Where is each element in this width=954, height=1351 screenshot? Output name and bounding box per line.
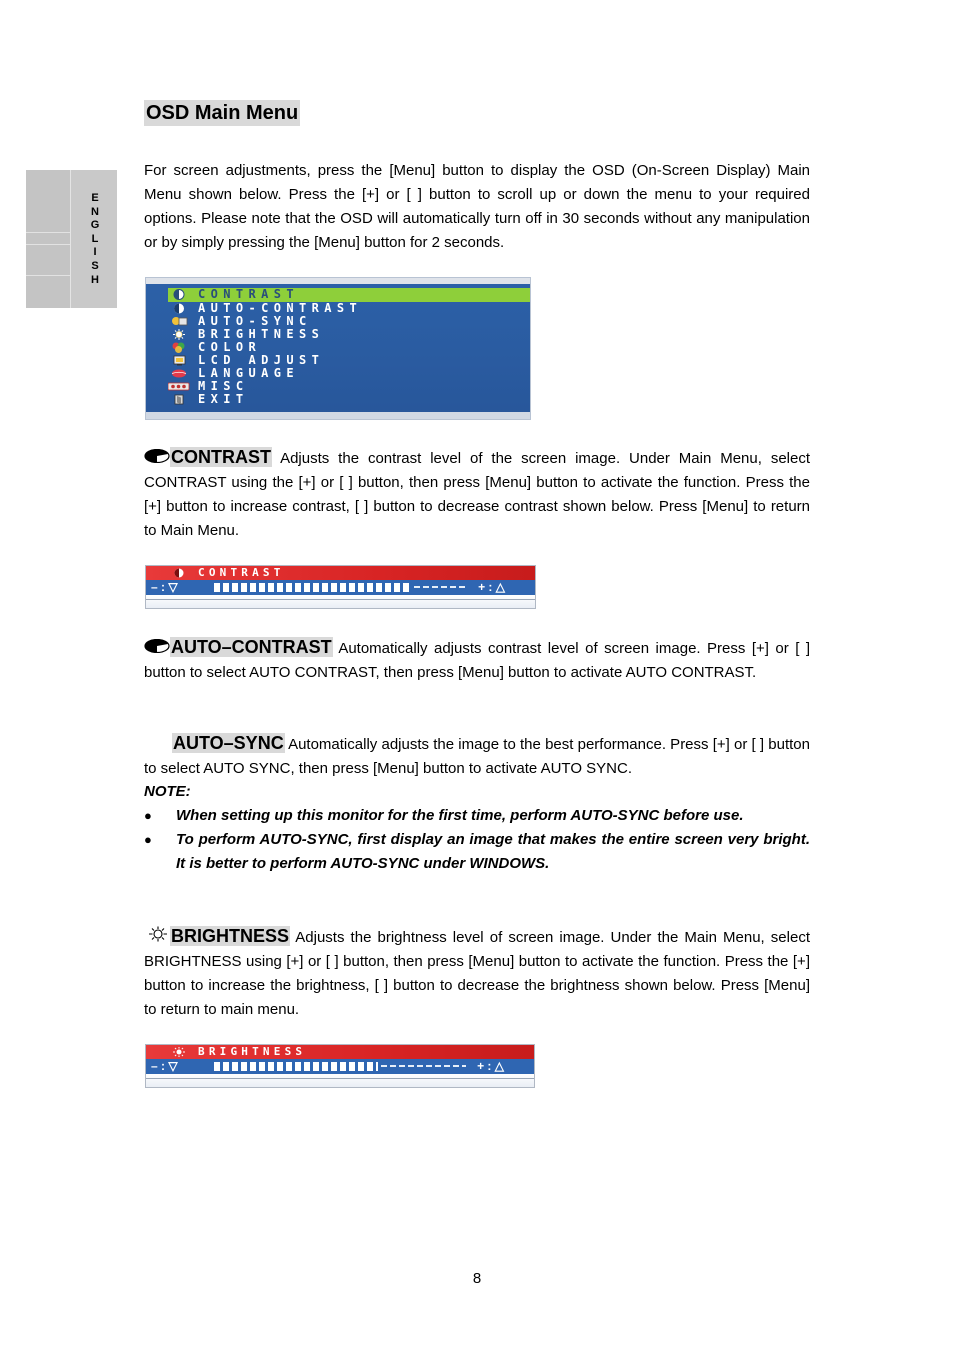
auto-contrast-description: Automatically adjusts contrast level of screen image. Press [+] or [ ] button to select AUTO CONTRAST, then press [Menu] button to activate AUTO CONTRAST. xyxy=(144,640,810,681)
contrast-icon xyxy=(168,289,190,300)
brightness-paragraph xyxy=(144,924,810,1022)
contrast-bar-bottom-strip xyxy=(146,595,535,608)
side-tab-letter: G xyxy=(90,219,100,232)
auto-contrast-paragraph xyxy=(144,635,810,685)
osd-menu-item-label: LCD ADJUST xyxy=(198,353,325,367)
auto-sync-paragraph xyxy=(144,731,810,781)
note-bullet xyxy=(144,828,810,876)
page-number: 8 xyxy=(472,1270,482,1287)
contrast-level-gauge xyxy=(214,583,466,592)
brightness-icon xyxy=(168,329,190,340)
brightness-description: Adjusts the brightness level of screen image. Under the Main Menu, select BRIGHTNESS using [+] or [ ] button, then press [Menu] button to activate the function. Press the [+] button to increase the brightness, [ ] button to decrease the brightness shown below. Press [Menu] to return to main menu. xyxy=(144,929,810,1018)
contrast-icon xyxy=(168,568,190,578)
note-bullet-text: To perform AUTO-SYNC, first display an image that makes the entire screen very bright. It is better to perform AUTO-SYNC under WINDOWS. xyxy=(176,831,810,872)
contrast-icon xyxy=(144,449,170,463)
side-tab-column xyxy=(26,170,71,308)
side-tab-letter: H xyxy=(91,273,99,286)
contrast-bar-title-strip xyxy=(146,566,535,580)
exit-icon xyxy=(168,394,190,405)
brightness-bar-title-strip xyxy=(146,1045,534,1059)
osd-menu-bottom-border xyxy=(146,412,530,419)
brightness-level-fill xyxy=(214,1062,378,1071)
page-title: OSD Main Menu xyxy=(146,102,299,124)
language-side-tab xyxy=(26,170,117,308)
color-icon xyxy=(168,342,190,353)
osd-menu-item-label: BRIGHTNESS xyxy=(198,327,325,341)
brightness-icon xyxy=(168,1047,190,1057)
brightness-level-gauge xyxy=(214,1062,466,1071)
decrease-symbol: – : ▽ xyxy=(151,1059,178,1073)
language-icon xyxy=(168,368,190,379)
contrast-paragraph xyxy=(144,445,810,543)
side-tab-letter: I xyxy=(93,246,97,259)
auto-contrast-icon xyxy=(144,639,170,653)
contrast-level-remaining xyxy=(414,586,466,588)
auto-contrast-heading: AUTO–CONTRAST xyxy=(171,637,332,657)
contrast-heading: CONTRAST xyxy=(171,447,271,467)
increase-symbol: + : △ xyxy=(478,580,505,594)
side-tab-letter: L xyxy=(91,232,99,245)
increase-symbol: + : △ xyxy=(477,1059,504,1073)
brightness-icon xyxy=(144,926,170,942)
side-tab-letter: N xyxy=(91,205,99,218)
misc-icon xyxy=(168,381,190,392)
osd-menu-item-label: CONTRAST xyxy=(198,287,299,301)
osd-menu-item-label: EXIT xyxy=(198,392,249,406)
brightness-level-remaining xyxy=(381,1065,466,1067)
brightness-bar-bottom-strip xyxy=(146,1074,534,1087)
note-bullet xyxy=(144,804,810,828)
auto-contrast-icon xyxy=(168,303,190,314)
side-tab-divider xyxy=(26,232,70,233)
note-label: NOTE: xyxy=(144,783,191,800)
osd-menu-item-label: LANGUAGE xyxy=(198,366,299,380)
osd-menu-top-border xyxy=(146,278,530,284)
brightness-bar-control-row xyxy=(146,1059,534,1074)
contrast-bar-control-row xyxy=(146,580,535,595)
lcd-adjust-icon xyxy=(168,355,190,366)
osd-menu-item-label: AUTO-CONTRAST xyxy=(198,301,363,315)
osd-menu-item-label: AUTO-SYNC xyxy=(198,314,312,328)
bullet-icon: ● xyxy=(144,832,152,847)
auto-sync-heading: AUTO–SYNC xyxy=(173,733,284,753)
side-tab-divider xyxy=(26,244,70,245)
contrast-bar-title: CONTRAST xyxy=(198,566,285,579)
side-tab-letters xyxy=(82,192,108,287)
contrast-description: Adjusts the contrast level of the screen image. Under Main Menu, select CONTRAST using the [+] or [ ] button, then press [Menu] button to activate the function. Press the [+] button to increase contrast, [ ] button to decrease contrast shown below. Press [Menu] to return to Main Menu. xyxy=(144,450,810,539)
brightness-bar-title: BRIGHTNESS xyxy=(198,1045,307,1058)
side-tab-letter: E xyxy=(91,192,99,204)
brightness-heading: BRIGHTNESS xyxy=(171,926,290,946)
osd-menu-item-label: MISC xyxy=(198,379,249,393)
osd-main-menu-image xyxy=(145,277,531,420)
note-bullet-text: When setting up this monitor for the first time, perform AUTO-SYNC before use. xyxy=(176,807,744,824)
decrease-symbol: – : ▽ xyxy=(151,580,178,594)
intro-paragraph: For screen adjustments, press the [Menu] button to display the OSD (On-Screen Display) Main Menu shown below. Press the [+] or [ ] button to scroll up or down the menu to your required options. Please note that the OSD will automatically turn off in 30 seconds without any manipulation or by simply pressing the [Menu] button for 2 seconds. xyxy=(144,162,810,251)
side-tab-divider xyxy=(26,275,70,276)
contrast-level-fill xyxy=(214,583,411,592)
bullet-icon: ● xyxy=(144,808,152,823)
osd-menu-item-label: COLOR xyxy=(198,340,262,354)
contrast-osd-bar-image xyxy=(145,565,536,609)
auto-sync-description: Automatically adjusts the image to the best performance. Press [+] or [ ] button to select AUTO SYNC, then press [Menu] button to activate AUTO SYNC. xyxy=(144,736,810,777)
brightness-osd-bar-image xyxy=(145,1044,535,1088)
auto-sync-icon xyxy=(168,316,190,327)
side-tab-letter: S xyxy=(91,259,99,272)
